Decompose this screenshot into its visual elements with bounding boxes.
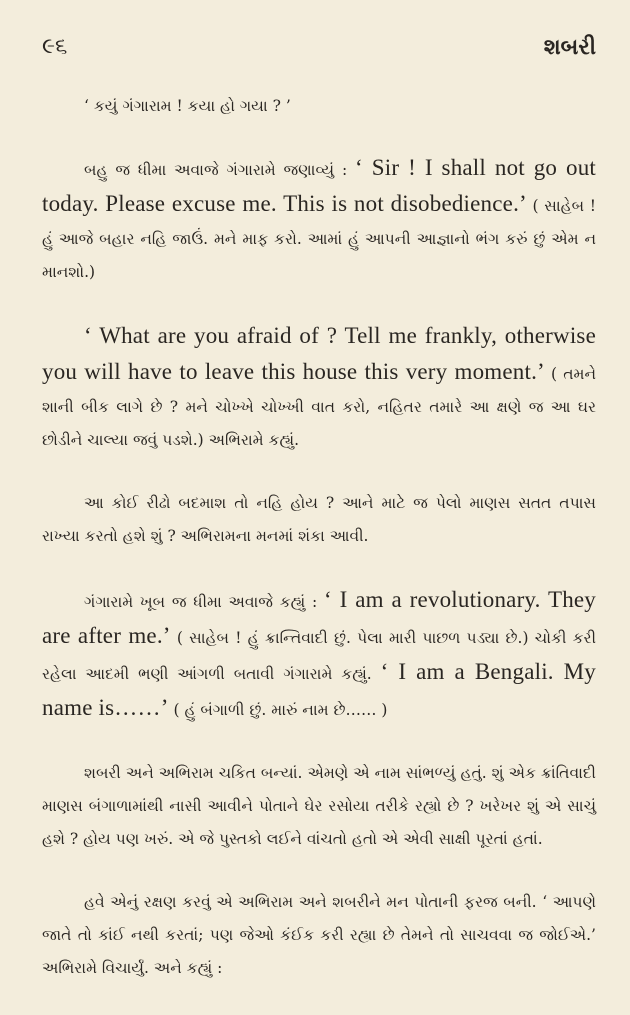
paragraph (42, 583, 596, 727)
page-body (42, 90, 596, 1015)
page-header (42, 34, 596, 70)
english-quote: ‘ I am a Bengali. My name is……’ (42, 659, 596, 720)
english-quote: ‘ What are you afraid of ? Tell me frankly, otherwise you will have to leave this house this very moment.’ (42, 323, 596, 384)
gujarati-translation: ( હું બંગાળી છું. મારું નામ છે…… ) (168, 701, 388, 719)
paragraph (42, 886, 596, 985)
english-quote: ‘ Sir ! I shall not go out today. Please excuse me. This is not disobedience.’ (42, 155, 596, 216)
paragraph (42, 151, 596, 289)
gujarati-text: હવે એનું રક્ષણ કરવું એ અભિરામ અને શબરીને મન પોતાની ફરજ બની. ‘ આપણે જાતે તો કાંઈ નથી કરતાં; પણ જેઓ કંઈક કરી રહ્યા છે તેમને તો સાચવવા જ જોઈએ.’ અભિરામે વિચાર્યું. અને કહ્યું : (42, 893, 596, 977)
running-head: શબરી (543, 34, 596, 60)
gujarati-text: ‘ કયું ગંગારામ ! કયા હો ગયા ? ’ (84, 97, 291, 115)
paragraph (42, 757, 596, 856)
gujarati-text: શબરી અને અભિરામ ચકિત બન્યાં. એમણે એ નામ સાંભળ્યું હતું. શું એક ક્રાંતિવાદી માણસ બંગાળામાંથી નાસી આવીને પોતાને ઘેર રસોયા તરીકે રહ્યો છે ? ખરેખર શું એ સાચું હશે ? હોય પણ ખરું. એ જે પુસ્તકો લઈને વાંચતો હતો એ એવી સાક્ષી પૂરતાં હતાં. (42, 764, 596, 848)
gujarati-translation: ( સાહેબ ! હું આજે બહાર નહિ જાઉં. મને માફ કરો. આમાં હું આપની આજ્ઞાનો ભંગ કરું છું એમ ન માનશો.) (42, 197, 596, 281)
gujarati-text: આ કોઈ રીઢો બદમાશ તો નહિ હોય ? આને માટે જ પેલો માણસ સતત તપાસ રાખ્યા કરતો હશે શું ? અભિરામના મનમાં શંકા આવી. (42, 494, 596, 545)
gujarati-text: બહુ જ ધીમા અવાજે ગંગારામે જણાવ્યું : (84, 161, 356, 179)
gujarati-translation: ( સાહેબ ! હું ક્રાન્તિવાદી છું. પેલા મારી પાછળ પડ્યા છે.) ચોકી કરી રહેલા આદમી ભણી આંગળી બતાવી ગંગારામે કહ્યું. (42, 629, 597, 683)
page-number: ૯૬ (42, 34, 68, 59)
gujarati-text: ગંગારામે ખૂબ જ ધીમા અવાજે કહ્યું : (84, 593, 324, 611)
gujarati-translation: ( તમને શાની બીક લાગે છે ? મને ચોખ્ખે ચોખ્ખી વાત કરો, નહિતર તમારે આ ક્ષણે જ આ ઘર છોડીને ચાલ્યા જવું પડશે.) અભિરામે કહ્યું. (42, 365, 597, 449)
english-quote: ‘ I am a revolutionary. They are after me.’ (42, 587, 596, 648)
paragraph (42, 319, 596, 457)
paragraph (42, 90, 596, 123)
paragraph (42, 487, 596, 553)
